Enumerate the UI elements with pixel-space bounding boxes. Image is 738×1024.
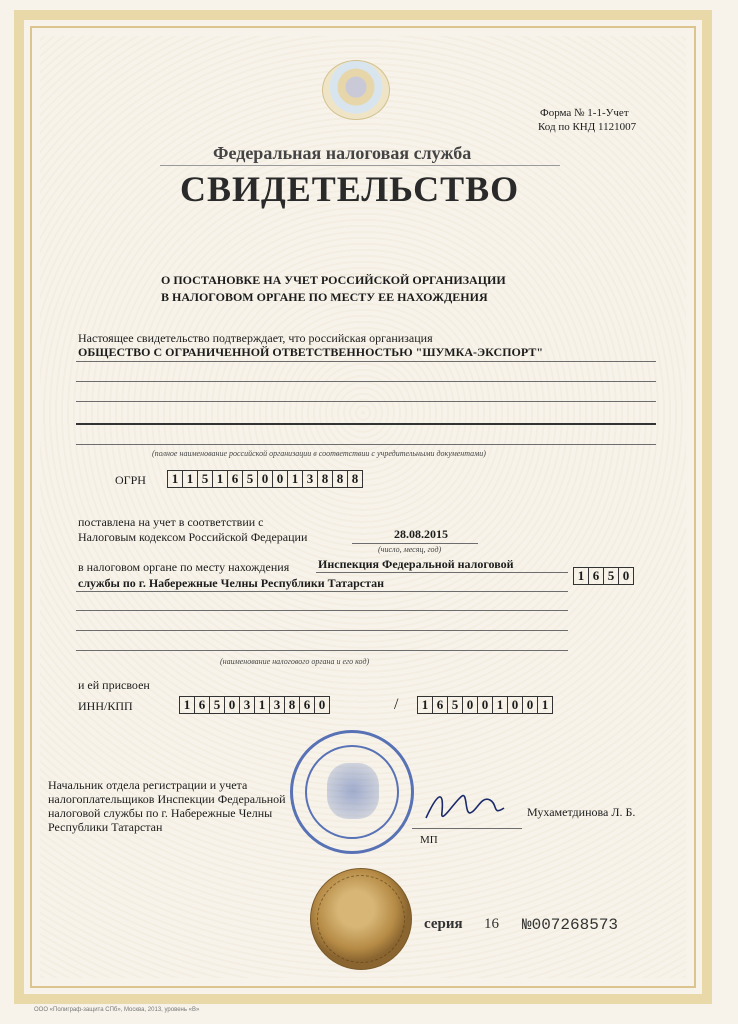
inn-digit-10: 0: [314, 696, 330, 714]
kpp-digit-7: 0: [507, 696, 523, 714]
ogrn-digit-12: 8: [332, 470, 348, 488]
signer-position-1: Начальник отдела регистрации и учета: [48, 778, 248, 792]
signature-line: [412, 828, 522, 829]
inn-digit-3: 5: [209, 696, 225, 714]
signer-position-2: налогоплательщиков Инспекции Федеральной: [48, 792, 286, 806]
signer-position-4: Республики Татарстан: [48, 820, 163, 834]
document-title: СВИДЕТЕЛЬСТВО: [180, 169, 520, 209]
signer-position-3: налоговой службы по г. Набережные Челны: [48, 806, 273, 820]
kpp-digit-4: 0: [462, 696, 478, 714]
printer-credit: ООО «Полиграф-защита СПб», Москва, 2013, уровень «В»: [34, 1007, 200, 1013]
authority-name-2: службы по г. Набережные Челны Республики Татарстан: [78, 576, 385, 590]
subtitle-line-1: О ПОСТАНОВКЕ НА УЧЕТ РОССИЙСКОЙ ОРГАНИЗАЦИИ: [161, 273, 506, 287]
intro-text: Настоящее свидетельство подтверждает, что российская организация: [78, 331, 433, 345]
ogrn-digit-1: 1: [167, 470, 183, 488]
ogrn-digit-2: 1: [182, 470, 198, 488]
org-line-1: [76, 361, 656, 362]
ogrn-digit-10: 3: [302, 470, 318, 488]
handwritten-signature: [420, 782, 510, 832]
ogrn-digit-boxes: [168, 470, 363, 488]
organization-name: ОБЩЕСТВО С ОГРАНИЧЕННОЙ ОТВЕТСТВЕННОСТЬЮ "ШУМКА-ЭКСПОРТ": [78, 345, 544, 359]
ogrn-digit-6: 5: [242, 470, 258, 488]
authority-line-3: [76, 610, 568, 611]
official-stamp: [290, 730, 414, 854]
inn-digit-6: 1: [254, 696, 270, 714]
authority-name-1: Инспекция Федеральной налоговой: [318, 557, 514, 571]
kpp-digit-8: 0: [522, 696, 538, 714]
inn-kpp-separator: /: [394, 696, 399, 713]
authority-caption: (наименование налогового органа и его код): [220, 657, 370, 666]
ogrn-digit-5: 6: [227, 470, 243, 488]
registration-date: 28.08.2015: [394, 527, 448, 541]
authority-line-5: [76, 650, 568, 651]
authority-code-boxes: [574, 567, 634, 585]
kpp-digit-9: 1: [537, 696, 553, 714]
inn-kpp-label: ИНН/КПП: [78, 699, 133, 713]
org-caption: (полное наименование российской организации в соответствии с учредительными документами): [152, 449, 486, 458]
inn-digit-2: 6: [194, 696, 210, 714]
mp-label: МП: [420, 834, 438, 846]
assigned-text: и ей присвоен: [78, 678, 150, 692]
ogrn-digit-8: 0: [272, 470, 288, 488]
ogrn-digit-3: 5: [197, 470, 213, 488]
series-label: серия: [424, 916, 463, 932]
gold-seal-icon: [310, 868, 412, 970]
ogrn-label: ОГРН: [115, 473, 146, 487]
kpp-digit-6: 1: [492, 696, 508, 714]
inn-digit-9: 6: [299, 696, 315, 714]
ogrn-digit-9: 1: [287, 470, 303, 488]
date-caption: (число, месяц, год): [378, 545, 442, 554]
inn-digit-5: 3: [239, 696, 255, 714]
authority-code-digit-2: 6: [588, 567, 604, 585]
ogrn-digit-7: 0: [257, 470, 273, 488]
signer-name: Мухаметдинова Л. Б.: [527, 805, 636, 819]
inn-digit-7: 3: [269, 696, 285, 714]
authority-code-digit-1: 1: [573, 567, 589, 585]
inn-digit-4: 0: [224, 696, 240, 714]
authority-line-1: [316, 572, 568, 573]
authority-code-digit-4: 0: [618, 567, 634, 585]
registered-text-1: поставлена на учет в соответствии с: [78, 515, 264, 529]
org-line-3: [76, 401, 656, 402]
kpp-digit-2: 6: [432, 696, 448, 714]
date-underline: [352, 543, 478, 544]
org-line-5: [76, 444, 656, 445]
knd-code: Код по КНД 1121007: [538, 121, 637, 133]
kpp-digit-1: 1: [417, 696, 433, 714]
org-line-4: [76, 423, 656, 425]
agency-underline: [160, 165, 560, 166]
inn-digit-8: 8: [284, 696, 300, 714]
kpp-digit-3: 5: [447, 696, 463, 714]
hologram-emblem-icon: [322, 60, 390, 120]
org-line-2: [76, 381, 656, 382]
serial-number: №007268573: [522, 916, 619, 934]
kpp-digit-boxes: [418, 696, 553, 714]
authority-line-4: [76, 630, 568, 631]
registered-text-2: Налоговым кодексом Российской Федерации: [78, 530, 308, 544]
ogrn-digit-11: 8: [317, 470, 333, 488]
kpp-digit-5: 0: [477, 696, 493, 714]
authority-code-digit-3: 5: [603, 567, 619, 585]
ogrn-digit-4: 1: [212, 470, 228, 488]
agency-name: Федеральная налоговая служба: [213, 143, 472, 163]
series-value: 16: [484, 916, 499, 932]
inn-digit-boxes: [180, 696, 330, 714]
authority-line-2: [76, 591, 568, 592]
form-number: Форма № 1-1-Учет: [540, 107, 629, 119]
authority-intro: в налоговом органе по месту нахождения: [78, 560, 290, 574]
subtitle-line-2: В НАЛОГОВОМ ОРГАНЕ ПО МЕСТУ ЕЕ НАХОЖДЕНИЯ: [161, 290, 488, 304]
ogrn-digit-13: 8: [347, 470, 363, 488]
inn-digit-1: 1: [179, 696, 195, 714]
